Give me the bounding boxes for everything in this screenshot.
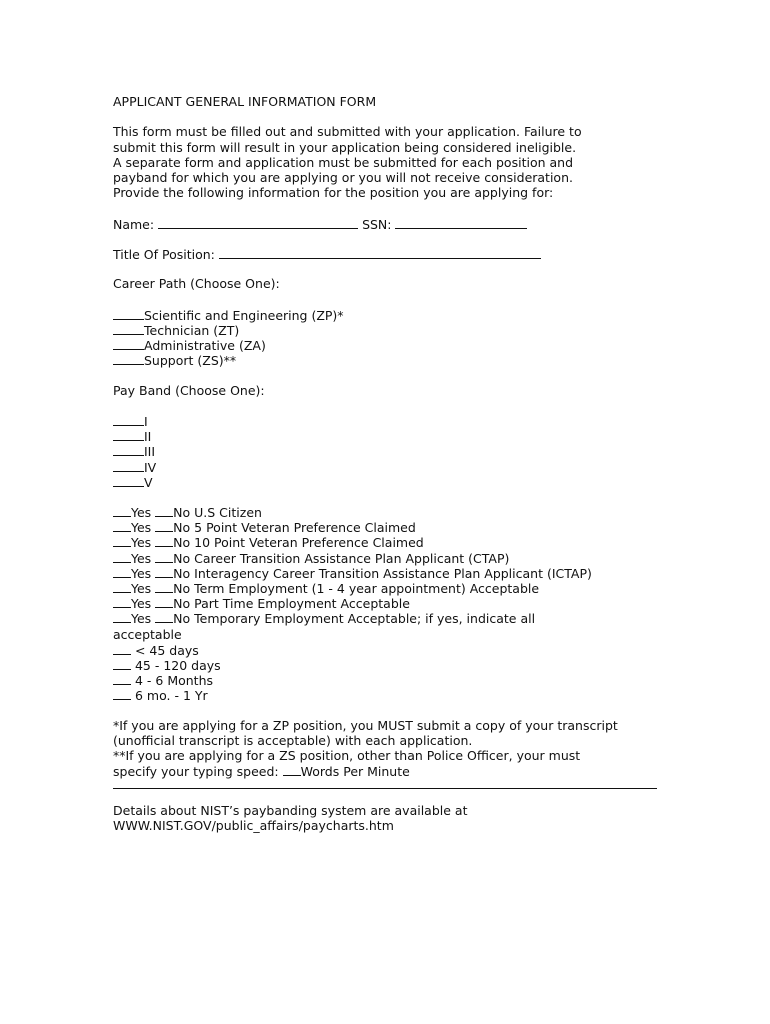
payband-option bbox=[113, 443, 673, 458]
duration-option bbox=[113, 672, 673, 687]
duration-option bbox=[113, 642, 673, 657]
payband-option bbox=[113, 428, 673, 443]
duration-option bbox=[113, 687, 673, 702]
yes-blank[interactable] bbox=[113, 565, 131, 578]
divider bbox=[113, 788, 657, 789]
name-field[interactable] bbox=[158, 216, 358, 229]
form-content bbox=[113, 94, 673, 833]
yes-no-item bbox=[113, 534, 673, 549]
career-option-label: Scientific and Engineering (ZP)* bbox=[144, 307, 344, 323]
no-blank[interactable] bbox=[155, 565, 173, 578]
duration-blank[interactable] bbox=[113, 672, 131, 685]
yes-blank[interactable] bbox=[113, 610, 131, 623]
no-label: No bbox=[173, 520, 191, 536]
payband-heading: Pay Band (Choose One): bbox=[113, 382, 265, 398]
career-check-blank[interactable] bbox=[113, 322, 144, 335]
payband-list bbox=[113, 413, 673, 489]
no-label: No bbox=[173, 596, 191, 612]
yes-label: Yes bbox=[131, 520, 152, 536]
intro-line: submit this form will result in your application being considered ineligible. bbox=[113, 139, 577, 155]
position-row bbox=[113, 246, 673, 261]
typing-speed-blank[interactable] bbox=[283, 763, 301, 776]
career-option bbox=[113, 337, 673, 352]
payband-check-blank[interactable] bbox=[113, 459, 144, 472]
payband-check-blank[interactable] bbox=[113, 474, 144, 487]
yes-no-item-label: Part Time Employment Acceptable bbox=[194, 596, 410, 612]
career-heading: Career Path (Choose One): bbox=[113, 276, 280, 292]
yes-no-item-label: Term Employment (1 - 4 year appointment) Acceptable bbox=[194, 581, 540, 596]
duration-label: 6 mo. - 1 Yr bbox=[134, 688, 208, 704]
form-title: APPLICANT GENERAL INFORMATION FORM bbox=[113, 94, 377, 109]
payband-check-blank[interactable] bbox=[113, 443, 144, 456]
career-check-blank[interactable] bbox=[113, 337, 144, 350]
yes-no-item bbox=[113, 580, 673, 595]
duration-label: < 45 days bbox=[134, 642, 199, 658]
yes-no-item bbox=[113, 565, 673, 580]
yes-label: Yes bbox=[131, 611, 152, 627]
no-blank[interactable] bbox=[155, 504, 173, 517]
yes-no-item-label: Career Transition Assistance Plan Applicant (CTAP) bbox=[194, 550, 510, 566]
no-blank[interactable] bbox=[155, 610, 173, 623]
payband-option-label: III bbox=[144, 444, 156, 460]
payband-check-blank[interactable] bbox=[113, 428, 144, 441]
payband-option bbox=[113, 474, 673, 489]
zs-note bbox=[113, 748, 593, 779]
payband-check-blank[interactable] bbox=[113, 413, 144, 426]
yes-label: Yes bbox=[131, 535, 152, 551]
duration-label: 4 - 6 Months bbox=[134, 673, 214, 689]
intro-line: A separate form and application must be submitted for each position and bbox=[113, 154, 574, 170]
no-label: No bbox=[173, 535, 191, 551]
payband-option-label: II bbox=[144, 429, 152, 445]
duration-blank[interactable] bbox=[113, 687, 131, 700]
no-label: No bbox=[173, 505, 191, 521]
yes-blank[interactable] bbox=[113, 595, 131, 608]
career-option-label: Technician (ZT) bbox=[144, 322, 240, 338]
payband-option-label: IV bbox=[144, 459, 157, 475]
no-label: No bbox=[173, 550, 191, 566]
payband-option bbox=[113, 413, 673, 428]
intro-line: This form must be filled out and submitted with your application. Failure to bbox=[113, 124, 582, 140]
yes-no-item-label: 10 Point Veteran Preference Claimed bbox=[194, 535, 424, 551]
duration-option bbox=[113, 657, 673, 672]
no-blank[interactable] bbox=[155, 550, 173, 563]
career-path-list bbox=[113, 307, 673, 368]
details-text: Details about NIST’s paybanding system are available at bbox=[113, 802, 468, 818]
yes-blank[interactable] bbox=[113, 550, 131, 563]
no-label: No bbox=[173, 611, 191, 627]
career-check-blank[interactable] bbox=[113, 352, 144, 365]
duration-list bbox=[113, 642, 673, 703]
name-label: Name: bbox=[113, 216, 155, 232]
yes-no-item bbox=[113, 550, 673, 565]
yes-blank[interactable] bbox=[113, 580, 131, 593]
position-label: Title Of Position: bbox=[113, 246, 215, 262]
yes-no-item bbox=[113, 504, 673, 519]
career-option bbox=[113, 352, 673, 367]
duration-blank[interactable] bbox=[113, 657, 131, 670]
payband-option-label: V bbox=[144, 474, 153, 490]
yes-label: Yes bbox=[131, 596, 152, 612]
payband-option bbox=[113, 459, 673, 474]
yes-no-list bbox=[113, 504, 673, 642]
zs-note-suffix: Words Per Minute bbox=[300, 764, 410, 780]
details-url: WWW.NIST.GOV/public_affairs/paycharts.htm bbox=[113, 817, 394, 833]
yes-label: Yes bbox=[131, 565, 152, 581]
no-label: No bbox=[173, 565, 191, 581]
career-option-label: Administrative (ZA) bbox=[144, 338, 266, 353]
position-field[interactable] bbox=[219, 246, 541, 259]
intro-paragraph bbox=[113, 124, 673, 200]
no-blank[interactable] bbox=[155, 595, 173, 608]
zp-note: *If you are applying for a ZP position, you MUST submit a copy of your transcript (unofficial transcript is acceptable) with each application. bbox=[113, 717, 618, 748]
ssn-label: SSN: bbox=[362, 216, 392, 232]
yes-label: Yes bbox=[131, 505, 152, 521]
yes-no-item bbox=[113, 595, 673, 610]
yes-blank[interactable] bbox=[113, 519, 131, 532]
yes-no-item-label: 5 Point Veteran Preference Claimed bbox=[194, 520, 416, 536]
career-check-blank[interactable] bbox=[113, 307, 144, 320]
yes-blank[interactable] bbox=[113, 534, 131, 547]
yes-label: Yes bbox=[131, 581, 152, 596]
yes-no-item bbox=[113, 610, 553, 641]
ssn-field[interactable] bbox=[395, 216, 527, 229]
yes-no-item-label: Temporary Employment Acceptable; if yes, indicate all acceptable bbox=[113, 611, 536, 642]
duration-label: 45 - 120 days bbox=[134, 657, 221, 673]
no-blank[interactable] bbox=[155, 519, 173, 532]
yes-label: Yes bbox=[131, 550, 152, 566]
yes-no-item bbox=[113, 519, 673, 534]
yes-blank[interactable] bbox=[113, 504, 131, 517]
career-option-label: Support (ZS)** bbox=[144, 353, 237, 369]
career-option bbox=[113, 307, 673, 322]
no-label: No bbox=[173, 581, 191, 596]
zs-note-text: **If you are applying for a ZS position, other than Police Officer, your must specify your typing speed: bbox=[113, 748, 581, 780]
no-blank[interactable] bbox=[155, 580, 173, 593]
yes-no-item-label: U.S Citizen bbox=[194, 505, 262, 521]
yes-no-item-label: Interagency Career Transition Assistance Plan Applicant (ICTAP) bbox=[194, 565, 592, 581]
intro-line: payband for which you are applying or you will not receive consideration. bbox=[113, 169, 573, 185]
intro-line: Provide the following information for the position you are applying for: bbox=[113, 185, 554, 201]
duration-blank[interactable] bbox=[113, 642, 131, 655]
payband-option-label: I bbox=[144, 413, 148, 429]
career-option bbox=[113, 322, 673, 337]
name-ssn-row bbox=[113, 216, 673, 231]
no-blank[interactable] bbox=[155, 534, 173, 547]
